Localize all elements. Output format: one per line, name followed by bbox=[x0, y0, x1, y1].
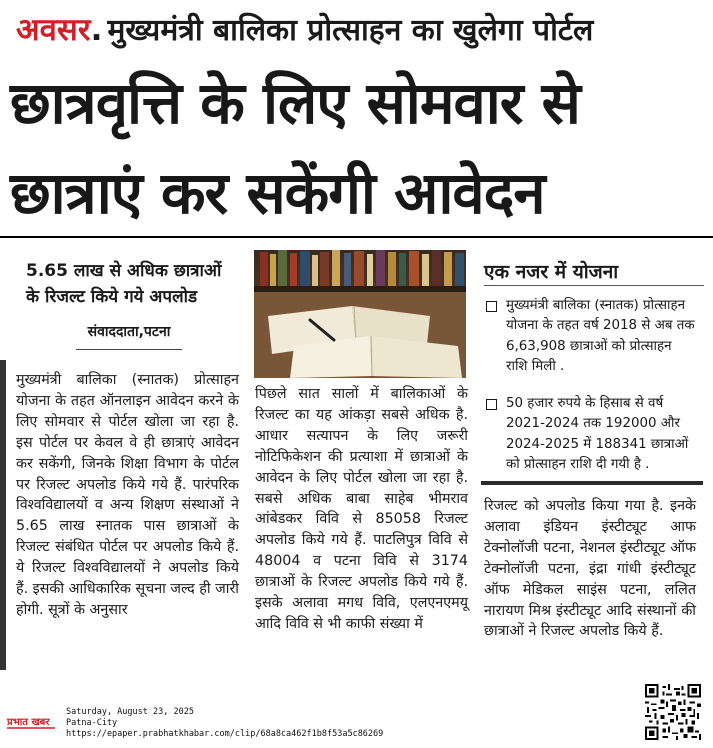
glance-divider bbox=[484, 285, 704, 286]
qr-code[interactable] bbox=[645, 684, 701, 740]
article-column-3 bbox=[484, 496, 696, 642]
bookshelf-spines bbox=[260, 250, 464, 286]
books-photo bbox=[254, 250, 466, 378]
prabhat-khabar-logo bbox=[5, 708, 57, 734]
glance-point-text: 50 हजार रुपये के हिसाब से वर्ष 2021-2024 तक 192000 और 2024-2025 में 188341 छात्राओं को प्रोत्साहन राशि दी गयी है . bbox=[506, 396, 689, 473]
kicker-tag: अवसर bbox=[16, 12, 91, 48]
footer-date: Saturday, August 23, 2025 bbox=[66, 707, 194, 717]
logo-text: प्रभात खबर bbox=[7, 717, 50, 728]
byline: संवाददाता,पटना bbox=[87, 324, 171, 340]
article-kicker: अवसर. मुख्यमंत्री बालिका प्रोत्साहन का खुलेगा पोर्टल bbox=[16, 12, 594, 48]
column-left-bar bbox=[0, 360, 6, 670]
subhead-line-2: के रिजल्ट किये गये अपलोड bbox=[26, 287, 198, 307]
section-separator bbox=[481, 481, 703, 485]
byline-underline bbox=[76, 349, 182, 350]
kicker-text: मुख्यमंत्री बालिका प्रोत्साहन का खुलेगा पोर्टल bbox=[107, 13, 594, 48]
footer-edition: Patna-City bbox=[66, 718, 118, 728]
article-column-2 bbox=[255, 384, 468, 635]
article-column-1 bbox=[16, 370, 239, 621]
headline-line-1: छात्रवृत्ति के लिए सोमवार से bbox=[10, 69, 580, 137]
glance-point bbox=[486, 394, 696, 476]
checkbox-bullet-icon bbox=[486, 301, 497, 312]
column-2-text: पिछले सात सालों में बालिकाओं के रिजल्ट का यह आंकड़ा सबसे अधिक है. आधार सत्यापन के लिए जरूरी नोटिफिकेशन की प्रत्याशा में छात्राओं के आवेदन के लिए पोर्टल खोला जा रहा है. सबसे अधिक बाबा साहेब भीमराव आंबेडकर विवि से 85058 रिजल्ट अपलोड किये गये हैं. पाटलिपुत्र विवि से 48004 व पटना विवि से 3174 छात्राओं के रिजल्ट अपलोड किये गये हैं. इसके अलावा मगध विवि, एलएनएमयू आदि विवि से भी काफी संख्या में bbox=[255, 386, 468, 632]
headline-line-2: छात्राएं कर सकेंगी आवेदन bbox=[10, 159, 545, 227]
checkbox-bullet-icon bbox=[486, 399, 497, 410]
footer-url[interactable]: https://epaper.prabhatkhabar.com/clip/68a8ca462f1b8f53a5c86269 bbox=[66, 729, 384, 739]
subhead-line-1: 5.65 लाख से अधिक छात्राओं bbox=[26, 261, 222, 281]
glance-point-text: मुख्यमंत्री बालिका (स्नातक) प्रोत्साहन योजना के तहत वर्ष 2018 से अब तक 6,63,908 छात्राओं को प्रोत्साहन राशि मिली . bbox=[506, 298, 695, 375]
column-1-text: मुख्यमंत्री बालिका (स्नातक) प्रोत्साहन योजना के तहत ऑनलाइन आवेदन करने के लिए सोमवार से पोर्टल खोला जा रहा है. इस पोर्टल पर केवल वे ही छात्राएं आवेदन कर सकेंगी, जिनके शिक्षा विभाग के पोर्टल पर रिजल्ट अपलोड किये गये हैं. पारंपरिक विश्वविद्यालयों व अन्य शिक्षण संस्थाओं ने 5.65 लाख स्नातक पास छात्राओं के रिजल्ट संबंधित पोर्टल पर अपलोड किये हैं. ये रिजल्ट विश्वविद्यालयों ने अपलोड किये हैं. इसकी आधिकारिक सूचना जल्द ही जारी होगी. सूत्रों के अनुसार bbox=[16, 372, 239, 618]
glance-title: एक नजर में योजना bbox=[484, 261, 619, 283]
headline-divider bbox=[0, 236, 713, 238]
glance-point bbox=[486, 296, 696, 378]
column-3-text: रिजल्ट को अपलोड किया गया है. इनके अलावा इंडियन इंस्टीट्यूट आफ टेक्नोलॉजी पटना, नेशनल इंस्टीट्यूट ऑफ टेक्नोलॉजी पटना, इंद्रा गांधी इंस्टीट्यूट ऑफ मेडिकल साइंस पटना, ललित नारायण मिश्र इंस्टीट्यूट आदि संस्थानों की छात्राओं ने रिजल्ट अपलोड किये हैं. bbox=[484, 498, 696, 640]
